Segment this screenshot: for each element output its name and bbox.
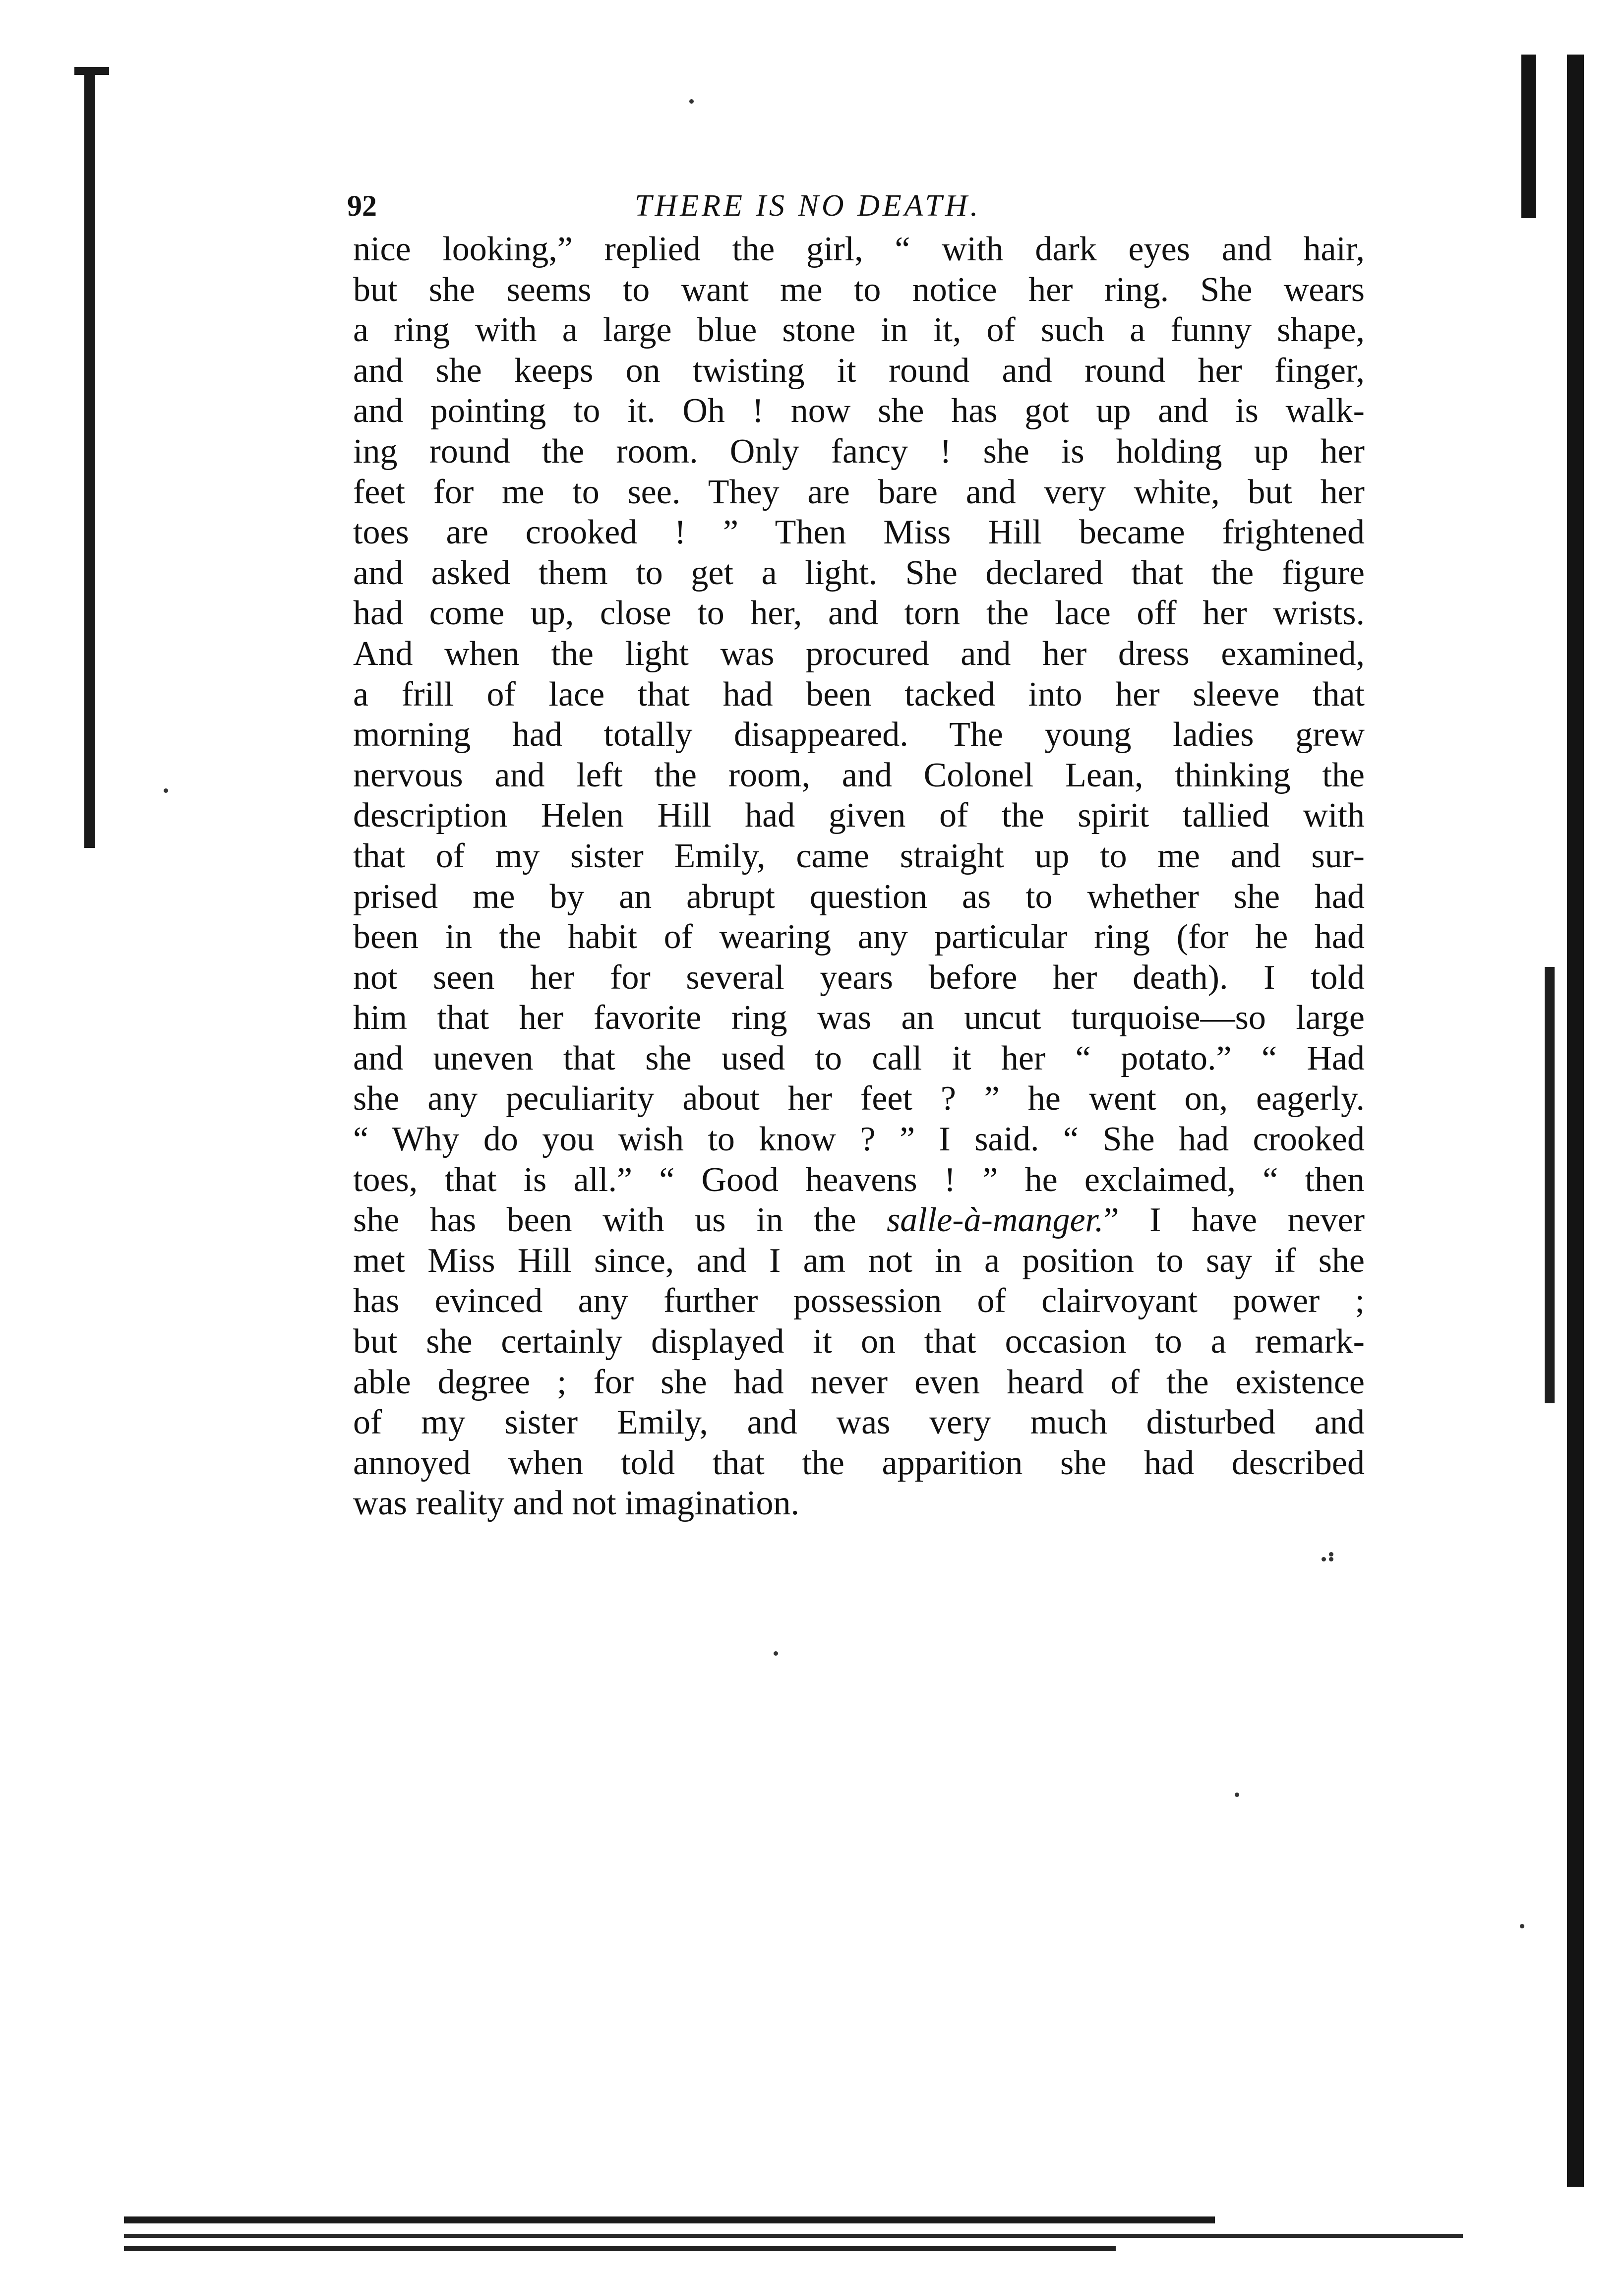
text-line: and asked them to get a light. She declared that the figure — [353, 553, 1365, 592]
running-head: THERE IS NO DEATH. — [635, 189, 981, 223]
scan-edge-mark — [74, 67, 109, 75]
text-line: but she certainly displayed it on that occasion to a remark- — [353, 1322, 1365, 1361]
scan-speck — [1520, 1924, 1524, 1928]
text-line: able degree ; for she had never even heard of the existence — [353, 1363, 1365, 1401]
italic-phrase: salle-à-manger. — [887, 1201, 1104, 1240]
page-number: 92 — [347, 189, 377, 222]
text-line: been in the habit of wearing any particular ring (for he had — [353, 918, 1365, 957]
text-line: but she seems to want me to notice her ring. She wears — [353, 270, 1365, 309]
text-line: feet for me to see. They are bare and very white, but her — [353, 473, 1365, 511]
text-line: nice looking,” replied the girl, “ with dark eyes and hair, — [353, 230, 1365, 268]
text-line: nervous and left the room, and Colonel Lean, thinking the — [353, 756, 1365, 794]
text-line: not seen her for several years before her death). I told — [353, 958, 1365, 997]
scan-bottom-rule — [124, 2246, 1116, 2251]
scan-speck — [689, 99, 694, 104]
scan-edge-bar-left — [84, 74, 95, 848]
scan-edge-bar-right-mid — [1545, 967, 1555, 1403]
scan-speck — [1329, 1557, 1333, 1561]
page-header — [347, 186, 1388, 226]
scan-bottom-rule — [124, 2216, 1215, 2223]
scan-speck — [164, 788, 168, 793]
text-line: And when the light was procured and her dress examined, — [353, 634, 1365, 673]
text-line: had come up, close to her, and torn the lace off her wrists. — [353, 594, 1365, 633]
scan-speck — [1322, 1557, 1326, 1561]
text-line: and pointing to it. Oh ! now she has got up and is walk- — [353, 392, 1365, 430]
text-line: was reality and not imagination. — [353, 1484, 800, 1523]
text-line: of my sister Emily, and was very much disturbed and — [353, 1403, 1365, 1442]
text-line: annoyed when told that the apparition she had described — [353, 1443, 1365, 1482]
text-segment: ” I have never — [1103, 1201, 1365, 1240]
scan-edge-bar-right — [1567, 55, 1584, 2187]
text-line: has evinced any further possession of clairvoyant power ; — [353, 1282, 1365, 1320]
text-line: a ring with a large blue stone in it, of such a funny shape, — [353, 311, 1365, 350]
scan-speck — [774, 1651, 778, 1656]
scan-edge-bar-right-top — [1521, 55, 1536, 218]
scan-speck — [1329, 1552, 1333, 1557]
text-line: description Helen Hill had given of the spirit tallied with — [353, 796, 1365, 835]
text-line: that of my sister Emily, came straight up to me and sur- — [353, 837, 1365, 875]
scan-bottom-rule — [124, 2234, 1463, 2238]
text-line: toes, that is all.” “ Good heavens ! ” he exclaimed, “ then — [353, 1160, 1365, 1199]
text-line: him that her favorite ring was an uncut turquoise—so large — [353, 999, 1365, 1037]
text-line: and she keeps on twisting it round and round her finger, — [353, 351, 1365, 390]
text-line: and uneven that she used to call it her “ potato.” “ Had — [353, 1039, 1365, 1078]
body-text — [353, 229, 1365, 1524]
text-line: she any peculiarity about her feet ? ” he went on, eagerly. — [353, 1079, 1365, 1118]
text-line: met Miss Hill since, and I am not in a position to say if she — [353, 1241, 1365, 1280]
text-line: morning had totally disappeared. The young ladies grew — [353, 716, 1365, 754]
scan-speck — [1235, 1793, 1239, 1797]
text-line: toes are crooked ! ” Then Miss Hill became frightened — [353, 513, 1365, 552]
text-line: ing round the room. Only fancy ! she is holding up her — [353, 432, 1365, 471]
text-line: prised me by an abrupt question as to whether she had — [353, 877, 1365, 916]
text-line: “ Why do you wish to know ? ” I said. “ She had crooked — [353, 1120, 1365, 1159]
text-segment: she has been with us in the — [353, 1201, 856, 1240]
text-line: a frill of lace that had been tacked into her sleeve that — [353, 675, 1365, 714]
text-line-mixed — [353, 1200, 1365, 1241]
